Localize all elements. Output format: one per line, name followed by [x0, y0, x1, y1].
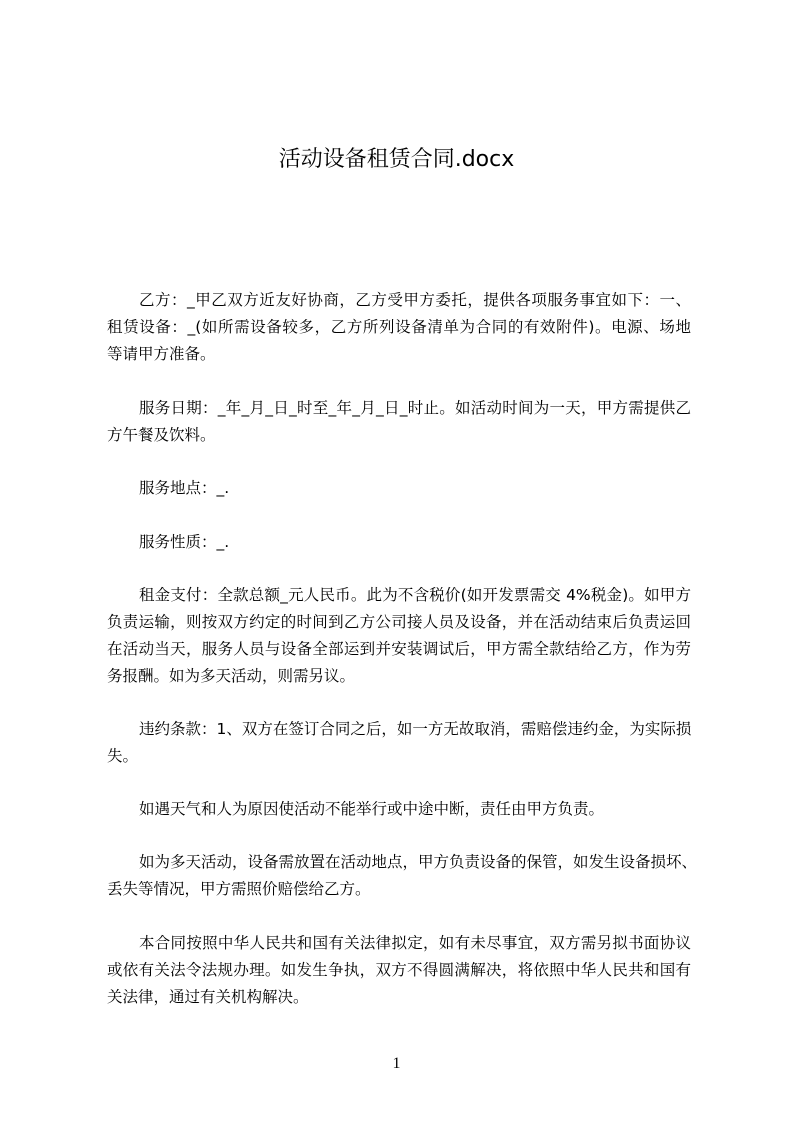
paragraph-line: 失。 — [107, 747, 139, 765]
paragraph — [107, 849, 698, 903]
paragraph-line: 负责运输，则按双方约定的时间到乙方公司接人员及设备，并在活动结束后负责运回 — [107, 613, 691, 631]
paragraph-line: 本合同按照中华人民共和国有关法律拟定，如有未尽事宜，双方需另拟书面协议 — [139, 934, 691, 952]
paragraph-line: 方午餐及饮料。 — [107, 426, 216, 444]
paragraph-line: 如遇天气和人为原因使活动不能举行或中途中断，责任由甲方负责。 — [139, 800, 605, 818]
paragraph — [107, 475, 691, 502]
paragraph-line: 租金支付：全款总额_元人民币。此为不含税价(如开发票需交 4%税金)。如甲方 — [139, 586, 691, 604]
paragraph — [107, 582, 691, 690]
paragraph-line: 乙方：_甲乙双方近友好协商，乙方受甲方委托，提供各项服务事宜如下：一、 — [139, 291, 691, 309]
paragraph — [107, 529, 691, 556]
paragraph-line: 在活动当天，服务人员与设备全部运到并安装调试后，甲方需全款结给乙方，作为劳 — [107, 640, 691, 658]
document-title: 活动设备租赁合同.docx — [278, 147, 515, 172]
paragraph — [107, 796, 691, 823]
paragraph-line: 违约条款：1、双方在签订合同之后，如一方无故取消，需赔偿违约金，为实际损 — [139, 720, 692, 738]
paragraph — [107, 395, 691, 449]
paragraph-line: 租赁设备：_(如所需设备较多，乙方所列设备清单为合同的有效附件)。电源、场地 — [107, 318, 691, 336]
page-number: 1 — [392, 1055, 401, 1072]
paragraph-line: 服务性质：_. — [139, 533, 230, 551]
paragraph — [107, 930, 691, 1011]
paragraph-line: 如为多天活动，设备需放置在活动地点，甲方负责设备的保管，如发生设备损坏、 — [139, 853, 698, 871]
paragraph-line: 务报酬。如为多天活动，则需另议。 — [107, 667, 356, 685]
paragraph-line: 服务地点：_. — [139, 479, 230, 497]
paragraph-line: 等请甲方准备。 — [107, 345, 216, 363]
paragraph — [107, 716, 691, 770]
paragraph-line: 服务日期：_年_月_日_时至_年_月_日_时止。如活动时间为一天，甲方需提供乙 — [139, 399, 691, 417]
paragraph — [107, 287, 691, 368]
paragraph-line: 关法律，通过有关机构解决。 — [107, 988, 309, 1006]
paragraph-line: 丢失等情况，甲方需照价赔偿给乙方。 — [107, 880, 371, 898]
paragraph-line: 或依有关法令法规办理。如发生争执，双方不得圆满解决，将依照中华人民共和国有 — [107, 961, 691, 979]
